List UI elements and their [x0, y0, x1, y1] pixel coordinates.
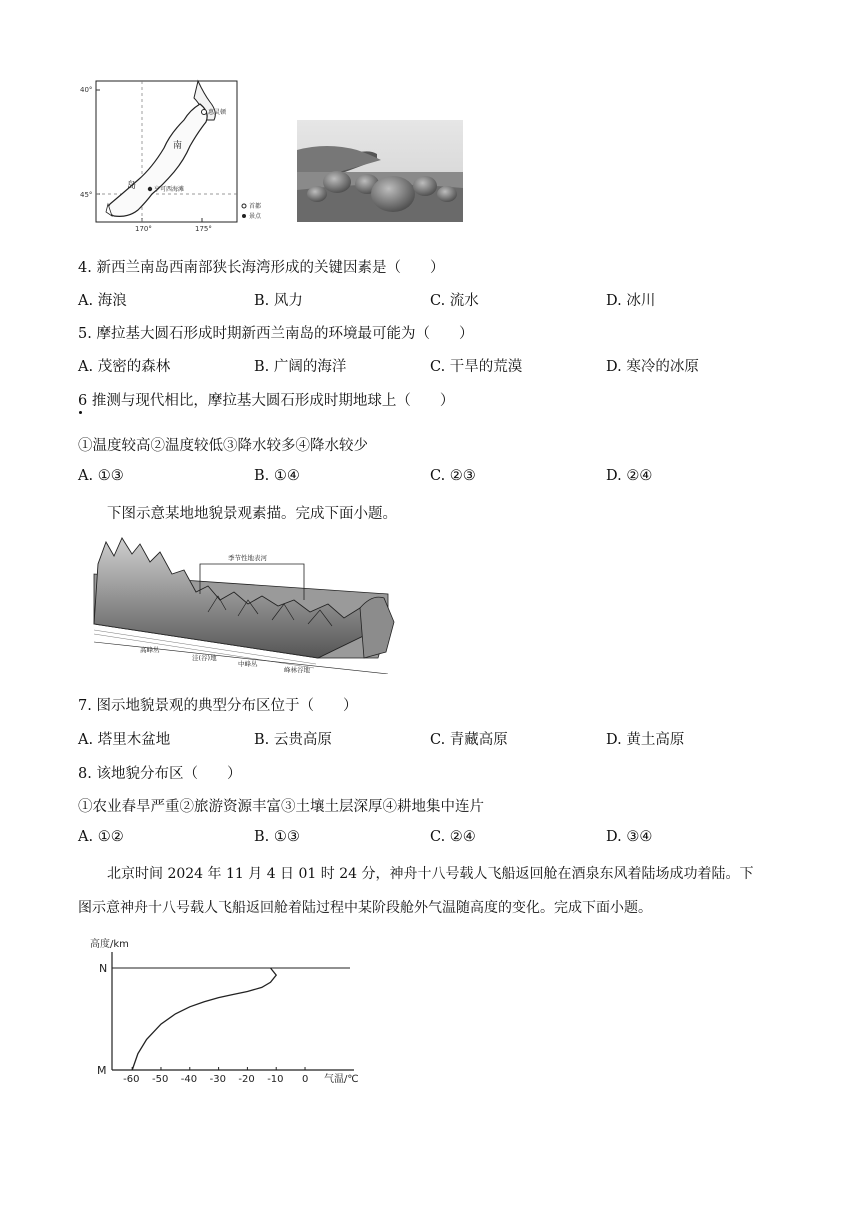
q4-option-d: D. 冰川 [606, 293, 656, 309]
question-5-stem: 5. 摩拉基大圆石形成时期新西兰南岛的环境最可能为（ ） [78, 326, 474, 342]
moeraki-boulders-photo [297, 120, 463, 222]
city-label: 惠灵顿 [208, 109, 227, 116]
x-tick-label: -20 [238, 1074, 255, 1084]
y-tick-m: M [97, 1064, 107, 1077]
question-6-statement: ①温度较高②温度较低③降水较多④降水较少 [78, 438, 368, 454]
q7-option-c: C. 青藏高原 [430, 732, 508, 748]
lon-left-label: 170° [135, 225, 152, 233]
shenzhou-intro-line-1: 北京时间 2024 年 11 月 4 日 01 时 24 分，神舟十八号载人飞船返回舱在酒泉东风着陆场成功着陆。下 [107, 866, 754, 882]
x-tick-label: -40 [180, 1074, 198, 1084]
q8-option-c: C. ②④ [430, 829, 476, 845]
lon-right-label: 175° [195, 225, 212, 233]
shenzhou-intro-line-2: 图示意神舟十八号载人飞船返回舱着陆过程中某阶段舱外气温随高度的变化。完成下面小题。 [78, 900, 652, 916]
temperature-height-chart [84, 934, 374, 1084]
landform-intro: 下图示意某地地貌景观素描。完成下面小题。 [107, 506, 397, 522]
karst-landform-sketch [88, 534, 408, 674]
seasonal-river-label: 季节性地表河 [228, 554, 267, 562]
spot-label: 亨可西海滩 [154, 186, 185, 193]
chart-x-axis-label: 气温/℃ [324, 1074, 359, 1084]
q6-dot [79, 411, 82, 414]
legend-spot: 景点 [249, 213, 262, 220]
y-tick-n: N [99, 962, 108, 975]
x-tick-label: 0 [302, 1074, 309, 1084]
x-tick-label: -10 [267, 1074, 284, 1084]
q5-option-c: C. 干旱的荒漠 [430, 359, 523, 375]
chart-y-axis-label: 高度/km [90, 939, 129, 950]
q8-option-a: A. ①② [78, 829, 124, 845]
q4-option-b: B. 风力 [254, 293, 303, 309]
q6-option-c: C. ②③ [430, 468, 476, 484]
zone-label-high-peak-cluster: 高峰丛 [140, 646, 160, 654]
question-8-stem: 8. 该地貌分布区（ ） [78, 766, 242, 782]
q5-option-a: A. 茂密的森林 [78, 359, 171, 375]
legend-capital: 首都 [249, 203, 262, 210]
spot-marker-icon [148, 187, 152, 191]
question-8-statement: ①农业春旱严重②旅游资源丰富③土壤土层深厚④耕地集中连片 [78, 799, 484, 815]
x-tick-label: -50 [151, 1074, 169, 1084]
q4-option-a: A. 海浪 [78, 293, 127, 309]
new-zealand-map [80, 76, 270, 236]
q6-option-d: D. ②④ [606, 468, 653, 484]
q6-option-a: A. ①③ [78, 468, 124, 484]
q6-option-b: B. ①④ [254, 468, 300, 484]
question-4-stem: 4. 新西兰南岛西南部狭长海湾形成的关键因素是（ ） [78, 260, 445, 276]
q5-option-d: D. 寒冷的冰原 [606, 359, 699, 375]
zone-label-mid-peak-cluster: 中峰丛 [238, 660, 258, 668]
q7-option-d: D. 黄土高原 [606, 732, 685, 748]
q5-option-b: B. 广阔的海洋 [254, 359, 347, 375]
question-6-stem: 6 推测与现代相比，摩拉基大圆石形成时期地球上（ ） [78, 393, 455, 409]
island-label-nan: 南 [173, 141, 183, 151]
temperature-curve [132, 968, 276, 1070]
lat-top-label: 40° [80, 86, 93, 94]
capital-marker-icon [202, 110, 207, 115]
q7-option-b: B. 云贵高原 [254, 732, 332, 748]
x-tick-label: -60 [123, 1074, 140, 1084]
island-label-dao: 岛 [127, 181, 137, 191]
q8-option-d: D. ③④ [606, 829, 653, 845]
lat-bottom-label: 45° [80, 191, 93, 199]
q7-option-a: A. 塔里木盆地 [78, 732, 171, 748]
q8-option-b: B. ①③ [254, 829, 300, 845]
question-7-stem: 7. 图示地貌景观的典型分布区位于（ ） [78, 698, 358, 714]
zone-label-depression: 洼(谷)地 [192, 654, 217, 662]
x-tick-label: -30 [209, 1074, 226, 1084]
q4-option-c: C. 流水 [430, 293, 479, 309]
zone-label-peak-forest-valley: 峰林谷地 [284, 666, 310, 674]
